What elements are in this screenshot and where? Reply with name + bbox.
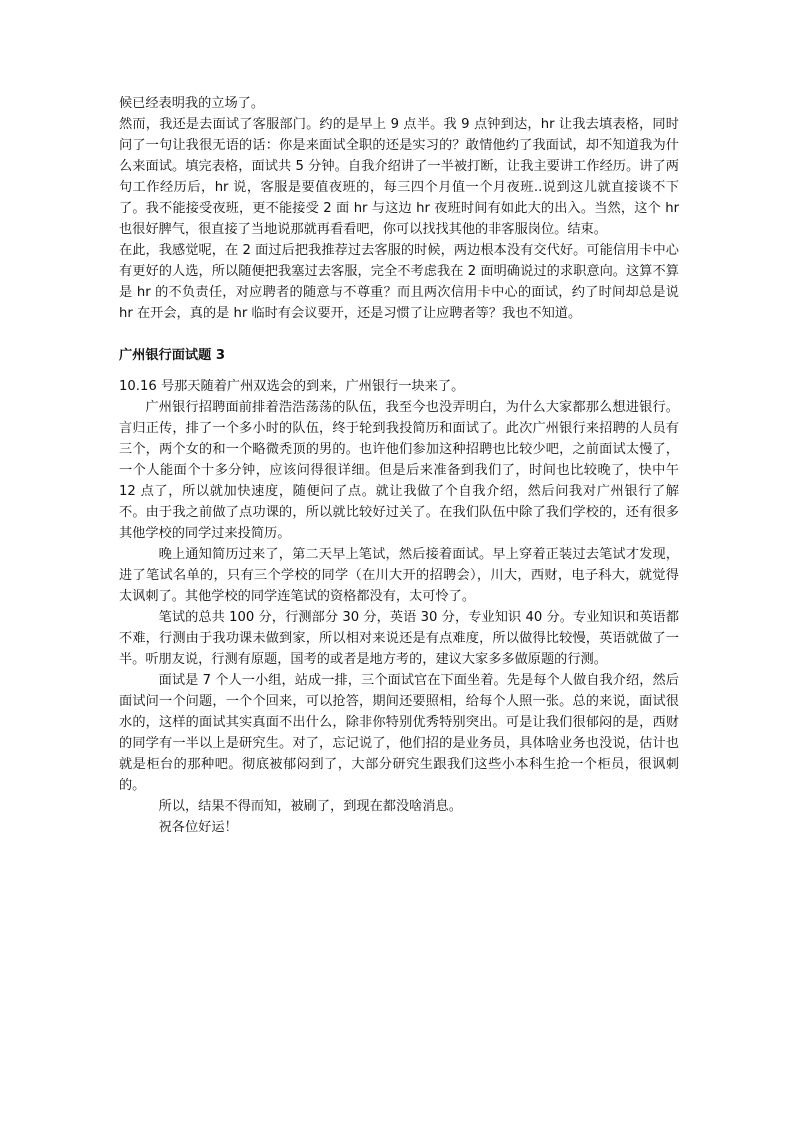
section-heading: 广州银行面试题 3 [119,348,226,363]
paragraph-closing: 祝各位好运！ [158,820,238,835]
document-page [119,93,679,838]
paragraph-reflection: 在此，我感觉呢，在 2 面过后把我推荐过去客服的时候，两边根本没有交代好。可能信用卡中心有更好的人选，所以随便把我塞过去客服，完全不考虑我在 2 面明确说过的求职意向。这算不算是 hr 的不负责任，对应聘者的随意与不尊重？而且两次信用卡中心的面试，约了时间却总是说 hr 在开会，真的是 hr 临时有会议要开，还是习惯了让应聘者等？我也不知道。 [119,243,679,321]
paragraph-customer-service-interview: 然而，我还是去面试了客服部门。约的是早上 9 点半。我 9 点钟到达，hr 让我去填表格，同时问了一句让我很无语的话：你是来面试全职的还是实习的？敢情他约了我面试，却不知道我为什么来面试。填完表格，面试共 5 分钟。自我介绍讲了一半被打断，让我主要讲工作经历。讲了两句工作经历后，hr 说，客服是要值夜班的，每三四个月值一个月夜班..说到这儿就直接谈不下了。我不能接受夜班，更不能接受 2 面 hr 与这边 hr 夜班时间有如此大的出入。当然，这个 hr 也很好脾气，很直接了当地说那就再看看吧，你可以找找其他的非客服岗位。结束。 [119,117,679,237]
paragraph-group-interview: 面试是 7 个人一小组，站成一排，三个面试官在下面坐着。先是每个人做自我介绍，然后面试问一个问题，一个个回来，可以抢答，期间还要照相，给每个人照一张。总的来说，面试很水的，这样的面试其实真面不出什么，除非你特别优秀特别突出。可是让我们很郁闷的是，西财的同学有一半以上是研究生。对了，忘记说了，他们招的是业务员，具体啥业务也没说，估计也就是柜台的那种吧。彻底被郁闷到了，大部分研究生跟我们这些小本科生抢一个柜员，很讽刺的。 [119,673,679,793]
paragraph-continuation: 候已经表明我的立场了。 [119,96,265,111]
paragraph-queue: 广州银行招聘面前排着浩浩荡荡的队伍，我至今也没弄明白，为什么大家都那么想进银行。言归正传，排了一个多小时的队伍，终于轮到我投简历和面试了。此次广州银行来招聘的人员有三个，两个女的和一个略微秃顶的男的。也许他们参加这种招聘也比较少吧，之前面试太慢了，一个人能面个十多分钟，应该问得很详细。但是后来准备到我们了，时间也比较晚了，快中午 12 点了，所以就加快速度，随便问了点。就让我做了个自我介绍，然后问我对广州银行了解不。由于我之前做了点功课的，所以就比较好过关了。在我们队伍中除了我们学校的，还有很多其他学校的同学过来投简历。 [119,400,679,541]
paragraph-intro: 10.16 号那天随着广州双选会的到来，广州银行一块来了。 [119,379,465,394]
paragraph-written-test-scores: 笔试的总共 100 分，行测部分 30 分，英语 30 分，专业知识 40 分。专业知识和英语都不难，行测由于我功课未做到家，所以相对来说还是有点难度，所以做得比较慢，英语就做了一半。听朋友说，行测有原题，国考的或者是地方考的，建议大家多多做原题的行测。 [119,610,679,667]
paragraph-result: 所以，结果不得而知，被刷了，到现在都没啥消息。 [158,799,462,814]
paragraph-written-test-notice: 晚上通知简历过来了，第二天早上笔试，然后接着面试。早上穿着正装过去笔试才发现，进了笔试名单的，只有三个学校的同学（在川大开的招聘会），川大，西财，电子科大，就觉得太讽刺了。其他学校的同学连笔试的资格都没有，太可怜了。 [119,547,679,604]
